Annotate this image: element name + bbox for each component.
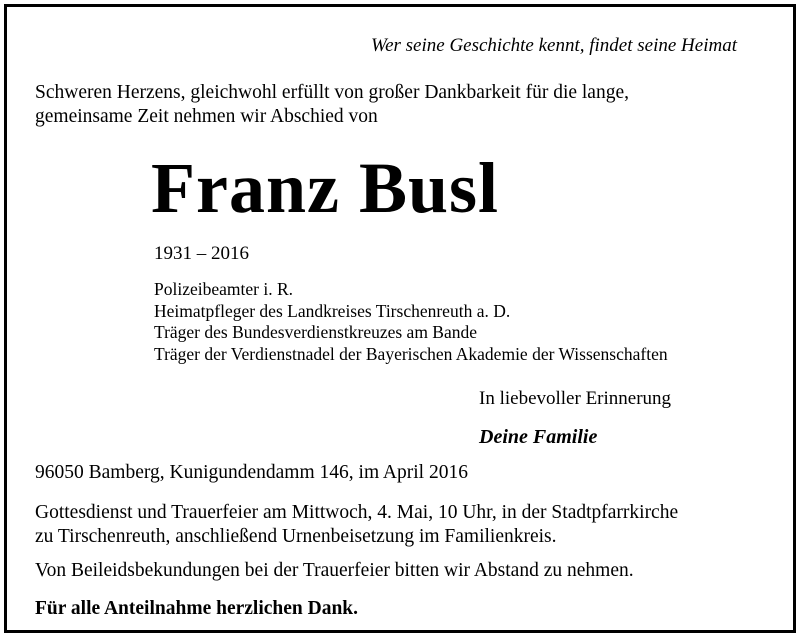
- family-signature: Deine Familie: [479, 426, 598, 448]
- intro-text: [35, 81, 735, 129]
- obituary-notice: [4, 4, 796, 633]
- honors-list: [154, 279, 668, 365]
- service-line-2: zu Tirschenreuth, anschließend Urnenbeisetzung im Familienkreis.: [35, 526, 557, 547]
- address-line: 96050 Bamberg, Kunigundendamm 146, im April 2016: [35, 462, 468, 483]
- memory-line: In liebevoller Erinnerung: [479, 388, 672, 409]
- thanks-line: Für alle Anteilnahme herzlichen Dank.: [35, 598, 359, 619]
- condolences-note: Von Beileidsbekundungen bei der Trauerfeier bitten wir Abstand zu nehmen.: [35, 560, 634, 581]
- honor-item: Heimatpfleger des Landkreises Tirschenreuth a. D.: [154, 300, 511, 321]
- honor-item: Polizeibeamter i. R.: [154, 279, 293, 299]
- service-line-1: Gottesdienst und Trauerfeier am Mittwoch, 4. Mai, 10 Uhr, in der Stadtpfarrkirche: [35, 502, 679, 523]
- honor-item: Träger der Verdienstnadel der Bayerischen Akademie der Wissenschaften: [154, 343, 668, 364]
- life-years: 1931 – 2016: [154, 243, 249, 264]
- intro-line-1: Schweren Herzens, gleichwohl erfüllt von großer Dankbarkeit für die lange,: [35, 82, 629, 103]
- deceased-name: Franz Busl: [151, 148, 500, 228]
- honor-item: Träger des Bundesverdienstkreuzes am Bande: [154, 322, 478, 342]
- motto: Wer seine Geschichte kennt, findet seine Heimat: [371, 35, 737, 56]
- service-info: [35, 501, 678, 549]
- intro-line-2: gemeinsame Zeit nehmen wir Abschied von: [35, 106, 378, 127]
